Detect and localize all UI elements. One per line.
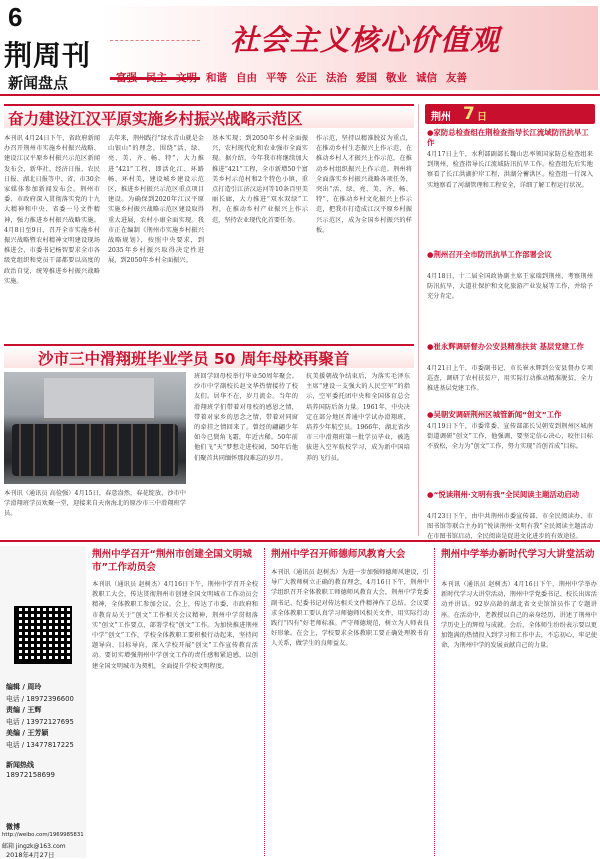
value-word: 富强 xyxy=(116,72,137,84)
article-column: 抗美援朝战争结束后，为落实毛泽东主席“建设一支强大的人民空军”的指示，空军委托团中央和全国体育总会培养国防后备力量。1961年，中央决定在部分地区普通中学试办滑翔班，培养少年航空员。1966年，湖北省沙市三中滑翔班第一批学员毕业，被选拔进入空军航校学习，成为新中国培养的飞行员。 xyxy=(306,373,410,462)
core-values-row xyxy=(116,70,586,85)
sidebar-item-body: 4月23日下午，由中共荆州市委宣传部、市全民阅读办、市图书馆等联合主办的“悦读荆州·文明有我”全民阅读主题活动在市图书馆启动，全民阅读是促进文化进步的有效途径。 xyxy=(427,513,593,541)
article-headline: 沙市三中滑翔班毕业学员 50 周年母校再聚首 xyxy=(38,350,350,368)
building-in-photo xyxy=(44,378,154,421)
article-column: 本刊讯 4月24日下午，省政府新闻办召开荆州市实施乡村振兴战略、建设江汉平原乡村振兴示范区新闻发布会，新华社、经济日报、农民日报、湖北日报等中、省、市30余家媒体参加新闻发布会。荆州市委、市政府深入贯彻落实党的十九大精神和中央、省委一号文件精神，强力推进乡村振兴战略实施。4月8日至9日，召开全市实施乡村振兴战略暨农村精神文明建设现场推进会，市委书记杨智要求全市各级党组织和党员干部都要以高度的政治自觉，统筹推进乡村振兴战略实施。 xyxy=(4,135,100,285)
article-column: 基本实现；到2050年乡村全面振兴，农村现代化和农业强市全面实现。据介绍，今年我市将继续加大推进“421”工程，全市新增50个富美乡村示范村和2个特色小镇，重点打造引江济汉运河等10条百里美丽长廊，大力推进“双水双绿”工程，在推动乡村产业振兴上作示范，坚持农业现代化首要任务。 xyxy=(212,135,308,224)
sidebar-item-body: 4月17日上午，水利部副部长魏山忠率领国家防总检查组来到荆州，检查指导长江流域防汛抗旱工作。检查组先后实地察看了长江洪湖护岸工程，洪湖分蓄洪区。检查组一行深入实地察看了河湖管理和工程安全，详细了解工程运行状况。 xyxy=(427,151,593,189)
article-headline: 荆州中学召开师德师风教育大会 xyxy=(271,549,406,560)
value-word: 友善 xyxy=(446,72,467,84)
article-lecture-hall xyxy=(434,548,597,856)
sidebar-item-title: ●家防总检查组在荆检查指导长江流域防汛抗旱工作 xyxy=(427,128,589,147)
group-photo xyxy=(4,372,186,484)
review-phone: 电话 / 13972127695 xyxy=(6,718,74,726)
article-headline: 荆州中学召开“荆州市创建全国文明城市”工作动员会 xyxy=(92,549,252,573)
section-divider xyxy=(0,540,600,542)
article-column: 作示范，坚持以精准脱贫为重点，在推动乡村生态振兴上作示范，在推动乡村人才振兴上作示范，在推动乡村组织振兴上作示范。荆州将全面落实乡村振兴战略各项任务，突出“活、绿、亮、美、齐、畅、特”，在推动乡村文化振兴上作示范，把我市打造成江汉平原乡村振兴示范区，成为全国乡村振兴的样板。 xyxy=(316,135,412,234)
sidebar-header-suffix: 日 xyxy=(477,112,487,123)
value-word: 诚信 xyxy=(416,72,437,84)
editor-label: 编辑 / 周玲 xyxy=(6,683,42,691)
value-word: 和谐 xyxy=(206,72,227,84)
value-word: 文明 xyxy=(176,72,197,84)
sidebar-item-body: 4月19日下午，市委常委、宣传部部长吴朝安到荆州区城南街道调研“创文”工作，他强调，要坚定信心决心，咬住目标不放松，全力为“创文”工作，努力实现“首创首成”目标。 xyxy=(427,423,593,451)
editor-phone: 电话 / 18972396600 xyxy=(6,695,74,703)
article-teacher-ethics xyxy=(264,548,429,856)
design-phone: 电话 / 13477817225 xyxy=(6,741,74,749)
article-column: 班回学回母校举行毕业50周年聚会。沙市中学副校长赵文华热情接待了校友们。居华不在，岁月流金。当年的滑翔班学们带着对母校的感恩之情，带着对家乡的思念之情，带着对同窗的牵挂之情回来了。曾经的翩翩少年如今已鬓角飞霜，年近古稀。50年前他们飞“天”梦想走进校园，50年后他们聚首共同缅怀那段难忘的岁月。 xyxy=(194,373,298,462)
sidebar-item-title: ●“悦读荆州·文明有我”全民阅读主题活动启动 xyxy=(427,490,580,499)
value-word: 爱国 xyxy=(356,72,377,84)
masthead xyxy=(0,0,600,96)
article-body: 本刊讯（通讯员 赵树杰）4月16日下午，荆州中学举办新时代学习大讲堂活动，荆州中学党委书记、校长出席活动并讲话。92岁高龄的湖北省文史馆馆员作了专题讲座。在活动中，老教授以自己的亲身经历，讲述了荆州中学历史上的辉煌与成就。会后，全体师生纷纷表示要以更加饱满的热情投入到学习和工作中去，不忘初心，牢记使命，为荆州中学的发展贡献自己的力量。 xyxy=(441,581,597,650)
banner-title: 社会主义核心价值观 xyxy=(230,23,501,57)
people-in-photo xyxy=(12,424,178,476)
article-body: 本刊讯（通讯员 赵树杰）为进一步加强师德师风建设，引导广大教师树立正确的教育理念，4月16日下午，荆州中学组织召开全体教职工师德师风教育大会，荆州中学党委副书记、纪委书记对传达相关文件精神作了总结。会议要求全体教职工要认真学习师德师风相关文件，用实际行动践行“四有”好老师标准。严守师德规范，树立为人师表良好形象。在会上，学校要求全体教职工要正确处理教书育人关系，做学生的良师益友。 xyxy=(271,569,429,648)
article-column: 去年来，荆州践行“绿水青山就是金山银山”的理念，围绕“活、绿、亮、美、齐、畅、特”，大力推进“421”工程，即活化江、环路畅、环村美，建设城乡建设示范区，推进乡村振兴示范区重点项目建设。为确保到2020年江汉平原实施乡村振兴战略示范区建设取得重大进展，农村小康全面实现。我市正在编制《荆州市实施乡村振兴战略规划》，按照中央要求，到2035年乡村振兴取得决定性进展，到2050年乡村全面振兴。 xyxy=(108,135,204,265)
masthead-rule xyxy=(0,94,600,96)
sidebar-header-prefix: 荆州 xyxy=(431,112,451,123)
value-word: 敬业 xyxy=(386,72,407,84)
value-word: 法治 xyxy=(326,72,347,84)
contact-strip xyxy=(0,546,86,858)
article-body: 本刊讯（通讯员 赵树杰）4月16日下午，荆州中学召开全校教职工大会，传达贯彻荆州市创建全国文明城市工作动员会精神，全体教职工参加会议。会上，传达了市委、市政府和市教育局关于“创文”工作相关会议精神，荆州中学贯彻落实“创文”工作要点，部署学校“创文”工作。为加快推进荆州中学“创文”工作，学校全体教职工要积极行动起来，坚持问题导向、目标导向，深入学校开展“创文”工作宣传教育活动。要切实增强荆州中学创文工作的责任感和紧迫感，以创建全国文明城市为契机，全面提升学校文明程度。 xyxy=(92,581,258,670)
article-civilized-city xyxy=(92,548,258,856)
qr-code-image xyxy=(14,606,72,664)
value-word: 自由 xyxy=(236,72,257,84)
photo-caption: 本刊讯（通讯员 高俭强）4月15日，春意盎然，春花绽放，沙市中学滑翔班学员欢聚一堂，迎接来自天南海北的原沙市三中滑翔班学员。 xyxy=(4,490,186,518)
review-label: 责编 / 王辉 xyxy=(6,706,42,714)
article-alumni-reunion xyxy=(4,344,414,534)
weibo-label: 微博 xyxy=(6,823,20,831)
section-name: 新闻盘点 xyxy=(8,74,69,92)
sidebar-item-title: ●崔永辉调研督办公安县精准扶贫 基层党建工作 xyxy=(427,342,584,351)
hotline-number: 18972158699 xyxy=(6,771,55,779)
article-headline: 奋力建设江汉平原实施乡村振兴战略示范区 xyxy=(8,110,303,128)
email-link[interactable]: 邮箱 jingzk@163.com xyxy=(2,843,66,850)
article-headline: 荆州中学举办新时代学习大讲堂活动 xyxy=(441,549,595,560)
sidebar-item-title: ●吴朝安调研荆州区城管新闻“创文”工作 xyxy=(427,410,562,419)
sidebar-header-day: 7 xyxy=(463,104,475,124)
weibo-link[interactable]: http://weibo.com/1969985831 xyxy=(2,832,84,838)
issue-date: 2018年4月27日 xyxy=(6,851,55,859)
value-word: 平等 xyxy=(266,72,287,84)
value-word: 公正 xyxy=(296,72,317,84)
design-label: 美编 / 王芳颖 xyxy=(6,729,49,737)
sidebar-news-digest xyxy=(418,104,597,541)
article-rural-revitalization xyxy=(4,104,414,336)
sidebar-item-body: 4月21日上午，市委副书记、市长崔永辉到公安县督办专项巡查，调研了农村扶贫户，用实际行动推动精准脱贫，全力推进基层党建工作。 xyxy=(427,365,593,393)
paper-name: 荆周刊 xyxy=(4,39,92,72)
sidebar-header xyxy=(425,104,595,124)
sidebar-item-title: ●荆州召开全市防汛抗旱工作部署会议 xyxy=(427,250,552,259)
page-number: 6 xyxy=(8,2,23,32)
sidebar-item-body: 4月18日，十二届全国政协副主席王家瑞到荆州，考察荆州防汛抗旱，大道社保护和文化旅游产业发展等工作，并给予充分肯定。 xyxy=(427,273,593,301)
hotline-label: 新闻热线 xyxy=(6,761,34,769)
value-word: 民主 xyxy=(146,72,167,84)
